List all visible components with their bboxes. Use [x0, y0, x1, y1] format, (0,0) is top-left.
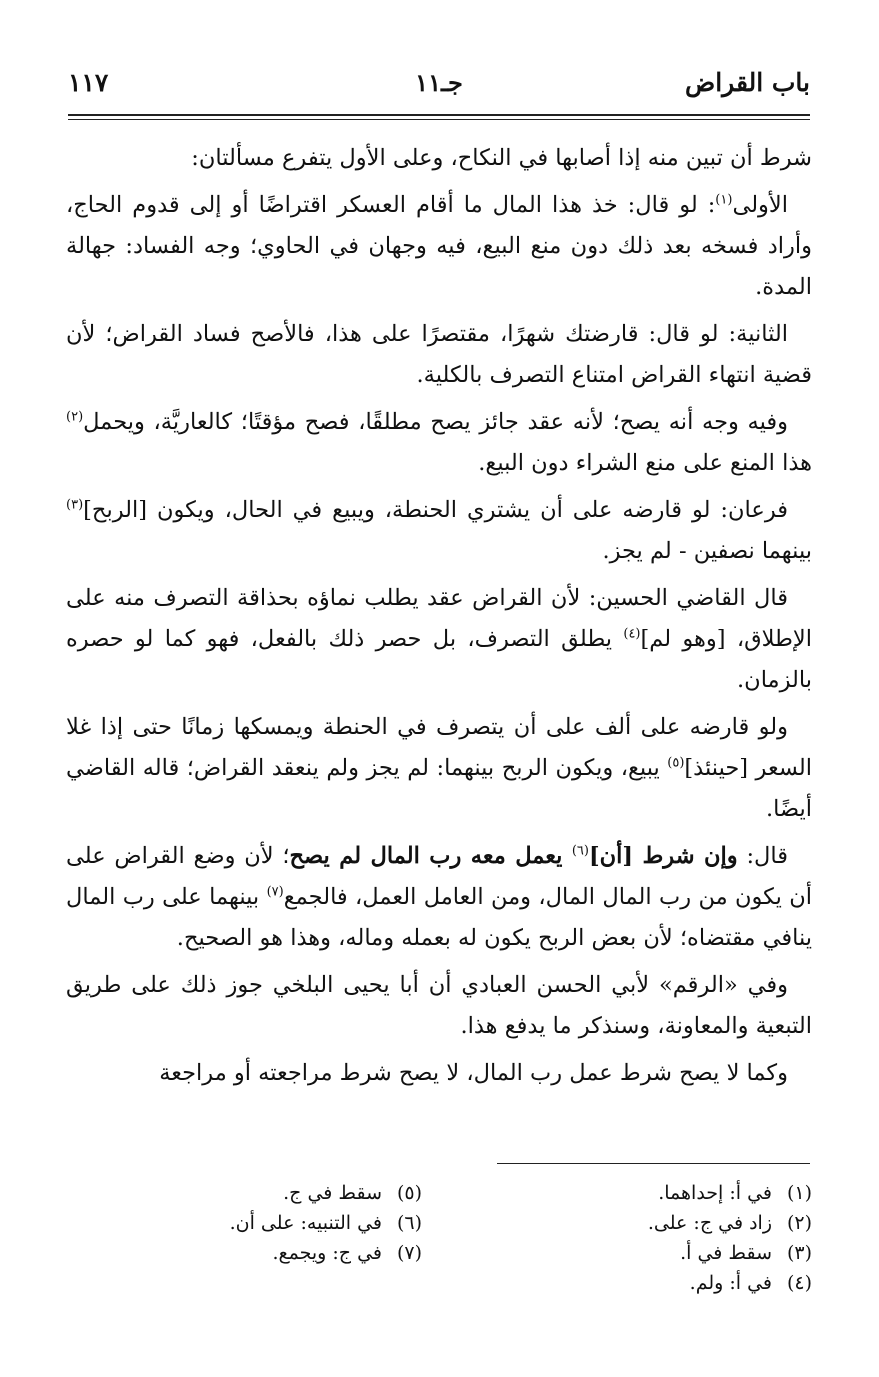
paragraph — [66, 314, 812, 396]
paragraph — [66, 138, 812, 179]
text-run: هذا المنع على منع الشراء دون البيع. — [478, 450, 812, 476]
footnote-marker: (٧) — [266, 884, 284, 900]
footnote-text: في ج: ويجمع. — [272, 1242, 382, 1264]
paragraph — [66, 185, 812, 308]
footnote-text: زاد في ج: على. — [647, 1212, 772, 1234]
footnote — [92, 1208, 422, 1238]
text-run: بينهما على رب المال ينافي مقتضاه؛ لأن بعض الربح يكون له بعمله وماله، وهذا هو الصحيح. — [66, 884, 812, 951]
footnote-text: في أ: ولم. — [689, 1272, 772, 1294]
text-run: قال: — [737, 843, 788, 869]
footnote — [92, 1178, 422, 1208]
footnote-number: (٦) — [396, 1212, 422, 1234]
text-run: يبيع، ويكون الربح بينهما: لم يجز ولم ينعقد القراض؛ قاله القاضي أيضًا. — [66, 755, 812, 822]
bold-text: يعمل معه رب المال لم يصح — [289, 843, 572, 869]
footnote-number: (٧) — [396, 1242, 422, 1264]
page-number: ١١٧ — [68, 68, 109, 97]
footnote-text: في أ: إحداهما. — [658, 1182, 772, 1204]
footnote — [482, 1268, 812, 1298]
volume-label: جـ١١ — [415, 68, 463, 97]
text-run: بينهما نصفين - لم يجز. — [602, 538, 812, 564]
footnote — [482, 1178, 812, 1208]
main-text — [66, 138, 812, 1100]
footnote-text: في التنبيه: على أن. — [229, 1212, 382, 1234]
paragraph — [66, 578, 812, 701]
header-rule-thin — [68, 119, 810, 120]
text-run: الأولى — [732, 192, 788, 218]
footnote-text: سقط في أ. — [680, 1242, 772, 1264]
footnotes-column-left — [92, 1178, 422, 1268]
paragraph — [66, 490, 812, 572]
text-run: وفيه وجه أنه يصح؛ لأنه عقد جائز يصح مطلقًا، فصح مؤقتًا؛ كالعاريَّة، ويحمل — [83, 409, 788, 435]
text-run: ولو قارضه على ألف على أن يتصرف في الحنطة ويمسكها زمانًا حتى إذا غلا السعر [حينئذ] — [66, 714, 812, 781]
bold-text: وإن شرط [أن] — [588, 843, 738, 869]
paragraph — [66, 402, 812, 484]
paragraph — [66, 1053, 812, 1094]
footnote-number: (٤) — [786, 1272, 812, 1294]
page-header — [68, 68, 810, 108]
footnote-number: (٢) — [786, 1212, 812, 1234]
text-run: وكما لا يصح شرط عمل رب المال، لا يصح شرط مراجعته أو مراجعة — [159, 1060, 788, 1086]
footnote-marker: (٢) — [66, 409, 84, 425]
footnote — [482, 1208, 812, 1238]
footnote-marker: (٣) — [66, 497, 84, 513]
footnote-separator — [497, 1163, 810, 1164]
footnote-marker: (١) — [715, 192, 733, 208]
paragraph — [66, 965, 812, 1047]
footnotes — [100, 1178, 812, 1318]
text-run: ؛ لأن وضع القراض على أن يكون من رب المال المال، ومن العامل العمل، فالجمع — [66, 843, 812, 910]
text-run: قال القاضي الحسين: لأن القراض عقد يطلب نماؤه بحذاقة التصرف منه على الإطلاق، [وهو لم] — [66, 585, 812, 652]
footnote-number: (٣) — [786, 1242, 812, 1264]
footnote — [92, 1238, 422, 1268]
text-run: : لو قال: خذ هذا المال ما أقام العسكر اقتراضًا أو إلى قدوم الحاج، وأراد فسخه بعد ذلك دون منع البيع، فيه وجهان في الحاوي؛ وجه الفساد: جهالة المدة. — [66, 192, 812, 300]
footnote-marker: (٤) — [623, 626, 641, 642]
footnote-text: سقط في ج. — [283, 1182, 382, 1204]
text-run: شرط أن تبين منه إذا أصابها في النكاح، وعلى الأول يتفرع مسألتان: — [191, 145, 812, 171]
footnotes-column-right — [482, 1178, 812, 1298]
paragraph — [66, 836, 812, 959]
footnote-marker: (٥) — [667, 755, 685, 771]
chapter-title: باب القراض — [685, 68, 810, 97]
paragraph — [66, 707, 812, 830]
footnote-number: (١) — [786, 1182, 812, 1204]
text-run: وفي «الرقم» لأبي الحسن العبادي أن أبا يحيى البلخي جوز ذلك على طريق التبعية والمعاونة، وسنذكر ما يدفع هذا. — [66, 972, 812, 1039]
footnote-marker: (٦) — [571, 843, 589, 859]
footnote — [482, 1238, 812, 1268]
text-run: الثانية: لو قال: قارضتك شهرًا، مقتصرًا على هذا، فالأصح فساد القراض؛ لأن قضية انتهاء القراض امتناع التصرف بالكلية. — [66, 321, 812, 388]
text-run: يطلق التصرف، بل حصر ذلك بالفعل، فهو كما لو حصره بالزمان. — [66, 626, 812, 693]
text-run: فرعان: لو قارضه على أن يشتري الحنطة، ويبيع في الحال، ويكون [الربح] — [83, 497, 788, 523]
footnote-number: (٥) — [396, 1182, 422, 1204]
header-rule-thick — [68, 114, 810, 116]
